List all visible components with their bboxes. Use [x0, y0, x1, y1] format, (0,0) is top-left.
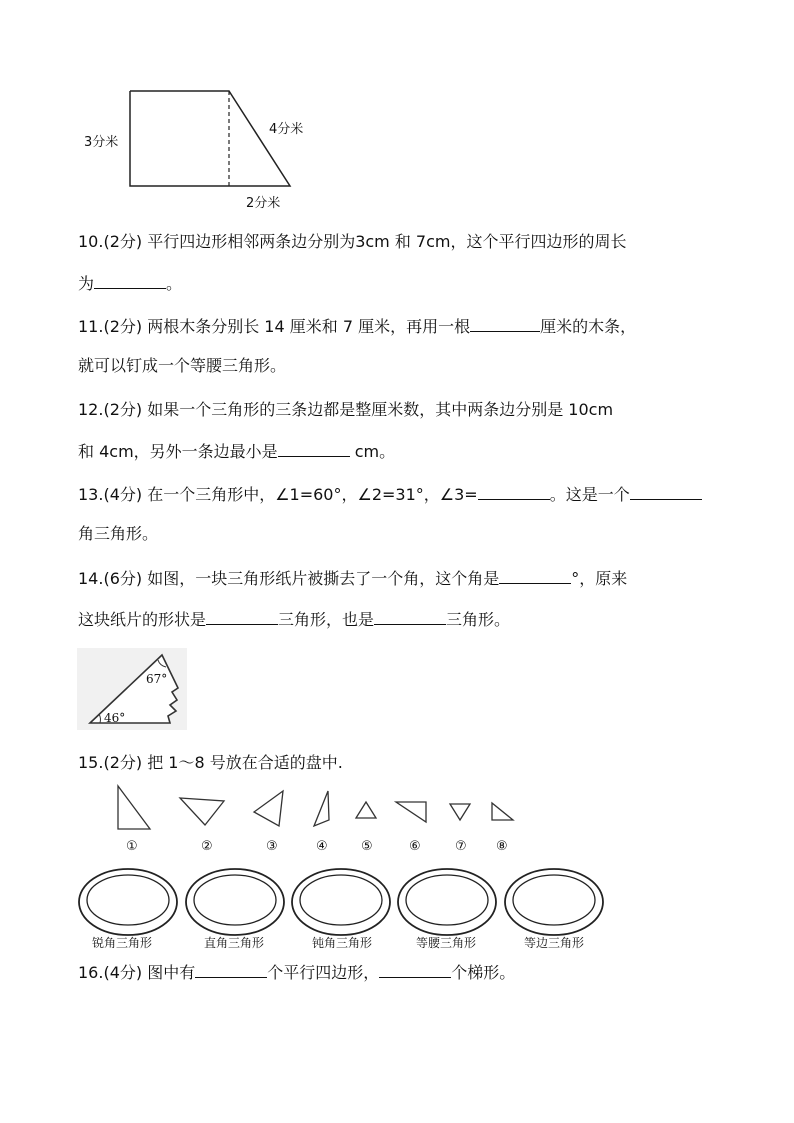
q16-line1 — [78, 962, 515, 983]
q16-mid: 个平行四边形， — [267, 963, 380, 982]
q13-mid: 。这是一个 — [549, 485, 630, 504]
plate-2 — [186, 869, 284, 935]
q14-line2-suffix: 三角形。 — [446, 610, 511, 629]
trapezoid-left-label: 3分米 — [84, 135, 119, 150]
number-2: ② — [201, 839, 213, 854]
number-5: ⑤ — [361, 839, 373, 854]
q10-suffix: 。 — [166, 274, 183, 293]
plate-4 — [398, 869, 496, 935]
q14-line2-prefix: 这块纸片的形状是 — [78, 610, 207, 629]
q16-prefix: 16.(4分) 图中有 — [78, 963, 196, 982]
number-1: ① — [126, 839, 138, 854]
q16-suffix: 个梯形。 — [451, 963, 516, 982]
angle-67-label: 67° — [146, 672, 168, 686]
q10-line1: 10.(2分) 平行四边形相邻两条边分别为3cm 和 7cm，这个平行四边形的周长 — [78, 232, 627, 251]
q16-trapezoid-blank[interactable] — [379, 962, 451, 978]
q12-prefix: 和 4cm，另外一条边最小是 — [78, 442, 278, 461]
q14-prefix: 14.(6分) 如图，一块三角形纸片被撕去了一个角，这个角是 — [78, 569, 500, 588]
number-8: ⑧ — [496, 839, 508, 854]
q12-suffix: cm。 — [349, 442, 396, 461]
q10-prefix: 为 — [78, 274, 95, 293]
number-3: ③ — [266, 839, 278, 854]
plate-label-isosceles: 等腰三角形 — [416, 936, 477, 950]
plate-1 — [79, 869, 177, 935]
number-7: ⑦ — [455, 839, 467, 854]
q11-line2: 就可以钉成一个等腰三角形。 — [78, 356, 287, 375]
q16-parallelogram-blank[interactable] — [195, 962, 267, 978]
q14-line2-mid: 三角形，也是 — [278, 610, 375, 629]
plate-label-right: 直角三角形 — [204, 936, 265, 950]
q12-line1: 12.(2分) 如果一个三角形的三条边都是整厘米数，其中两条边分别是 10cm — [78, 400, 614, 419]
trapezoid-slant-label: 4分米 — [269, 122, 304, 137]
plate-5 — [505, 869, 603, 935]
plate-label-obtuse: 钝角三角形 — [312, 936, 373, 950]
q11-suffix: 厘米的木条， — [540, 317, 637, 336]
trapezoid-bottom-label: 2分米 — [246, 196, 281, 211]
angle-46-label: 46° — [104, 711, 126, 725]
plate-label-acute: 锐角三角形 — [92, 936, 153, 950]
q14-suffix: °，原来 — [571, 569, 628, 588]
q13-line2: 角三角形。 — [78, 524, 159, 543]
number-4: ④ — [316, 839, 328, 854]
q11-prefix: 11.(2分) 两根木条分别长 14 厘米和 7 厘米，再用一根 — [78, 317, 471, 336]
number-6: ⑥ — [409, 839, 421, 854]
plate-3 — [292, 869, 390, 935]
plate-label-equilateral: 等边三角形 — [524, 936, 585, 950]
q13-prefix: 13.(4分) 在一个三角形中，∠1=60°，∠2=31°，∠3= — [78, 485, 478, 504]
q15-line1: 15.(2分) 把 1～8 号放在合适的盘中. — [78, 753, 343, 772]
